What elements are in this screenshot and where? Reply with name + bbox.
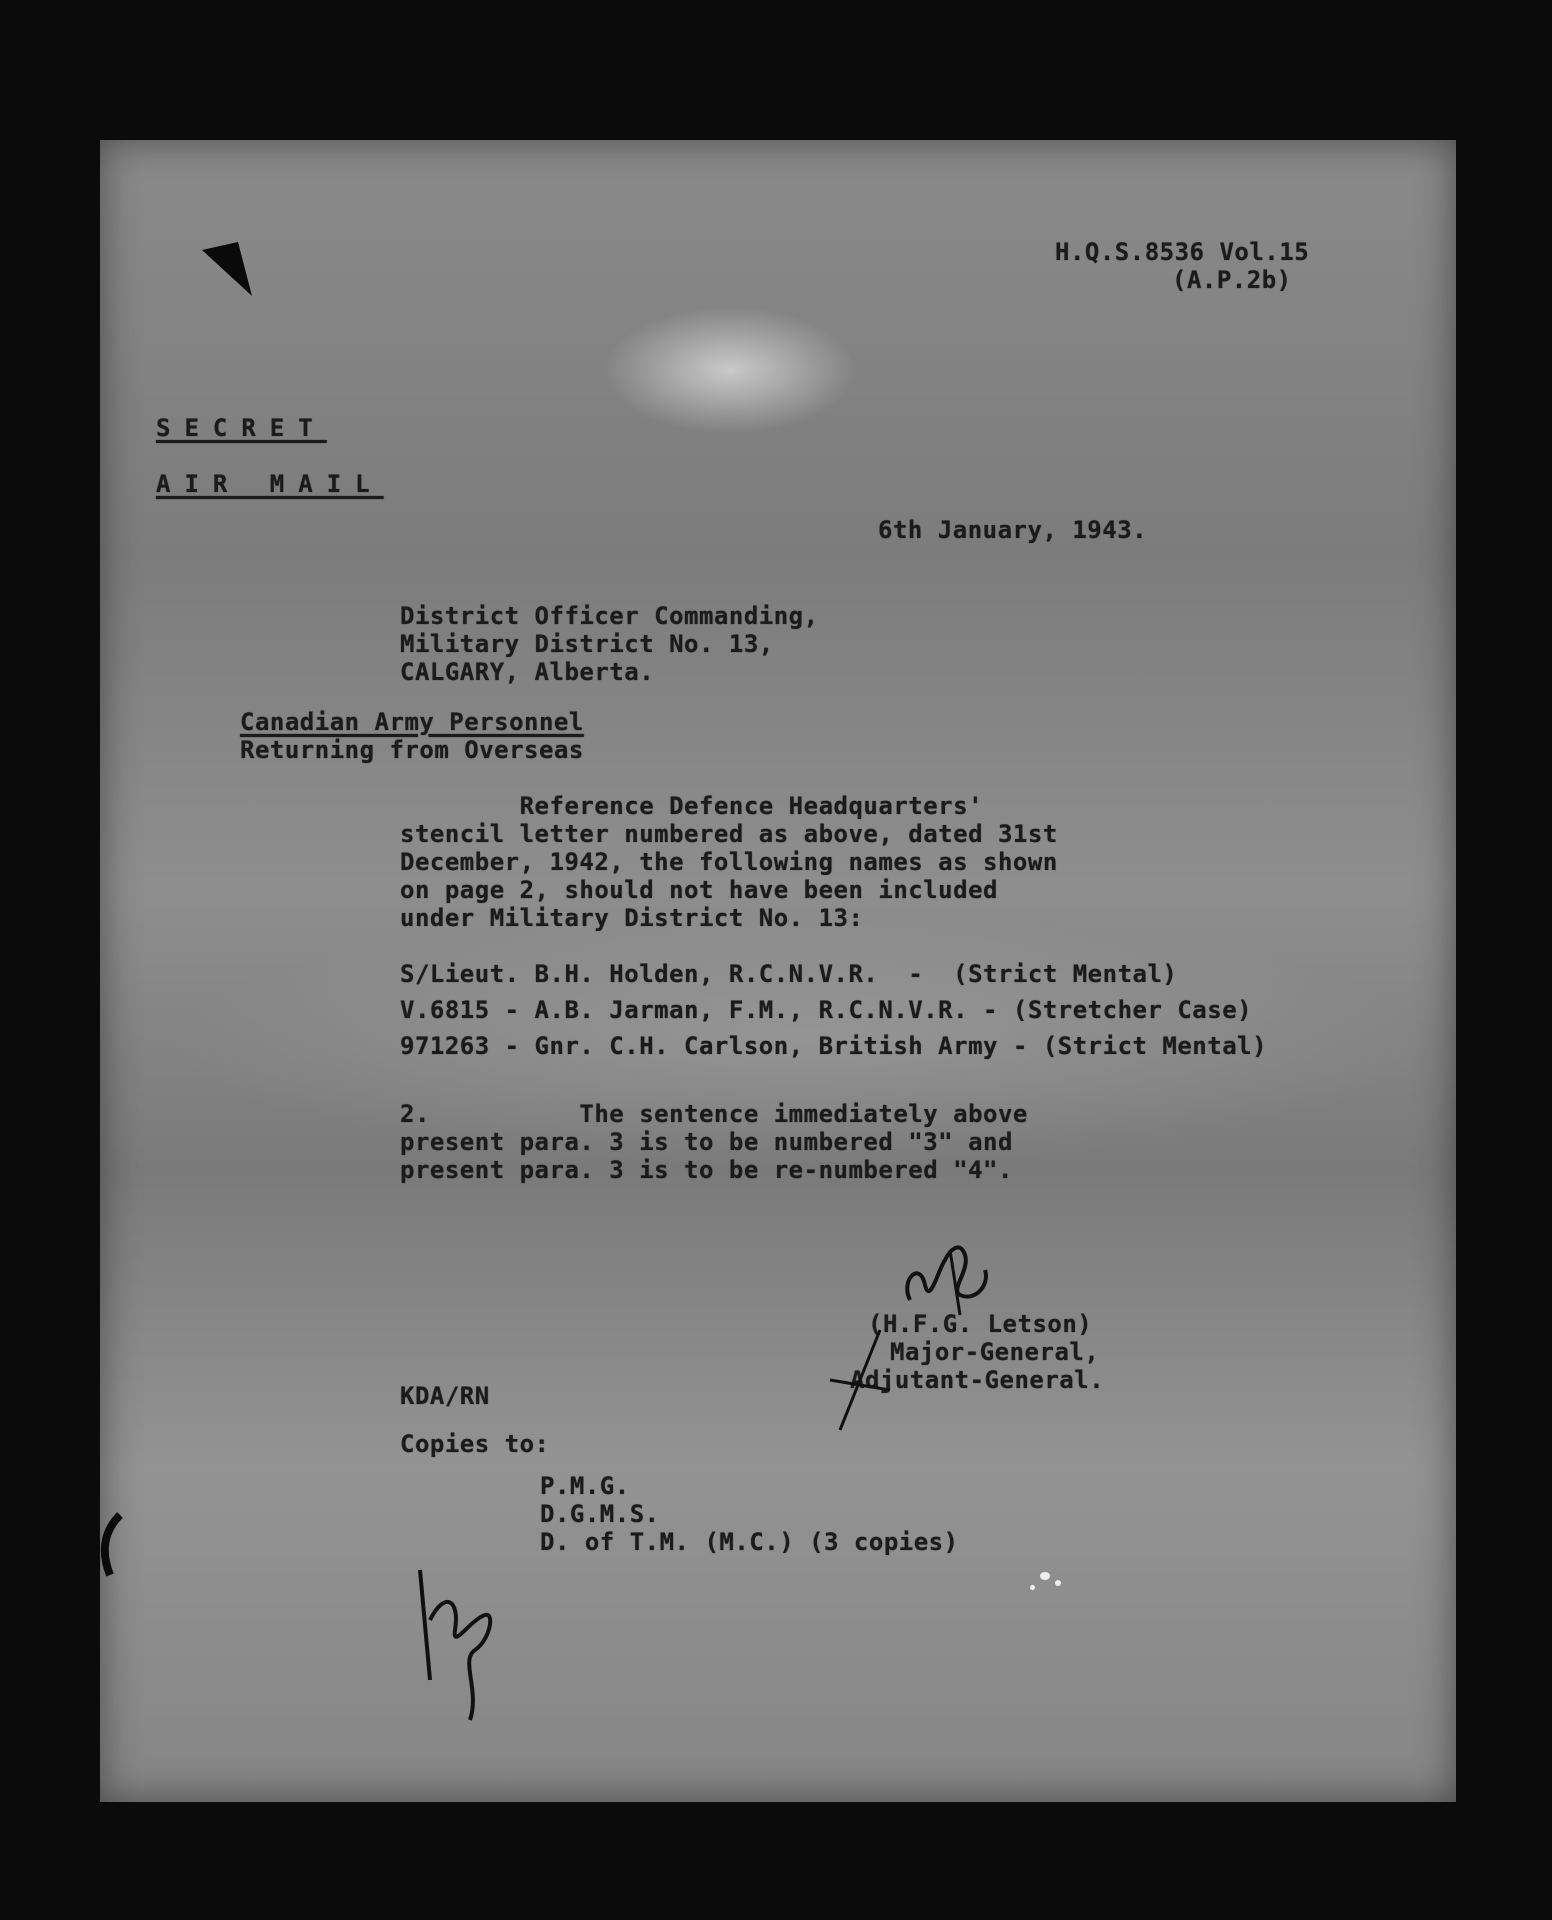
addressee-line: Military District No. 13, xyxy=(400,630,774,658)
secret-heading: SECRET xyxy=(156,414,327,442)
body-line: 2. The sentence immediately above xyxy=(400,1100,1028,1128)
file-number: H.Q.S.8536 Vol.15 xyxy=(1055,238,1310,266)
scan-speck xyxy=(1030,1585,1035,1590)
signatory-title: Adjutant-General. xyxy=(850,1366,1105,1394)
body-line: present para. 3 is to be re-numbered "4". xyxy=(400,1156,1013,1184)
copies-item: D.G.M.S. xyxy=(540,1500,660,1528)
document-page xyxy=(100,140,1456,1802)
air-mail-heading: AIR MAIL xyxy=(156,470,384,498)
copies-item: P.M.G. xyxy=(540,1472,630,1500)
list-item: V.6815 - A.B. Jarman, F.M., R.C.N.V.R. - (Stretcher Case) xyxy=(400,996,1253,1024)
subject-line: Canadian Army Personnel xyxy=(240,708,584,736)
branch-code: (A.P.2b) xyxy=(1172,266,1292,294)
list-item: S/Lieut. B.H. Holden, R.C.N.V.R. - (Strict Mental) xyxy=(400,960,1178,988)
addressee-line: District Officer Commanding, xyxy=(400,602,819,630)
corner-tab-icon xyxy=(200,240,260,300)
body-line: Reference Defence Headquarters' xyxy=(400,792,984,820)
edge-mark-icon xyxy=(90,1510,130,1580)
copies-label: Copies to: xyxy=(400,1430,550,1458)
scan-speck xyxy=(1055,1580,1061,1586)
signature-stroke xyxy=(820,1320,900,1440)
signatory-name: (H.F.G. Letson) xyxy=(868,1310,1093,1338)
handwritten-initials xyxy=(400,1560,510,1730)
addressee-line: CALGARY, Alberta. xyxy=(400,658,655,686)
copies-item: D. of T.M. (M.C.) (3 copies) xyxy=(540,1528,959,1556)
signatory-rank: Major-General, xyxy=(890,1338,1100,1366)
body-line: stencil letter numbered as above, dated 31st xyxy=(400,820,1058,848)
body-line: under Military District No. 13: xyxy=(400,904,864,932)
list-item: 971263 - Gnr. C.H. Carlson, British Army - (Strict Mental) xyxy=(400,1032,1268,1060)
letter-date: 6th January, 1943. xyxy=(878,516,1148,544)
body-line: present para. 3 is to be numbered "3" and xyxy=(400,1128,1013,1156)
typist-initials: KDA/RN xyxy=(400,1382,490,1410)
body-line: December, 1942, the following names as shown xyxy=(400,848,1058,876)
scan-speck xyxy=(1040,1572,1050,1580)
subject-line: Returning from Overseas xyxy=(240,736,584,764)
body-line: on page 2, should not have been included xyxy=(400,876,998,904)
